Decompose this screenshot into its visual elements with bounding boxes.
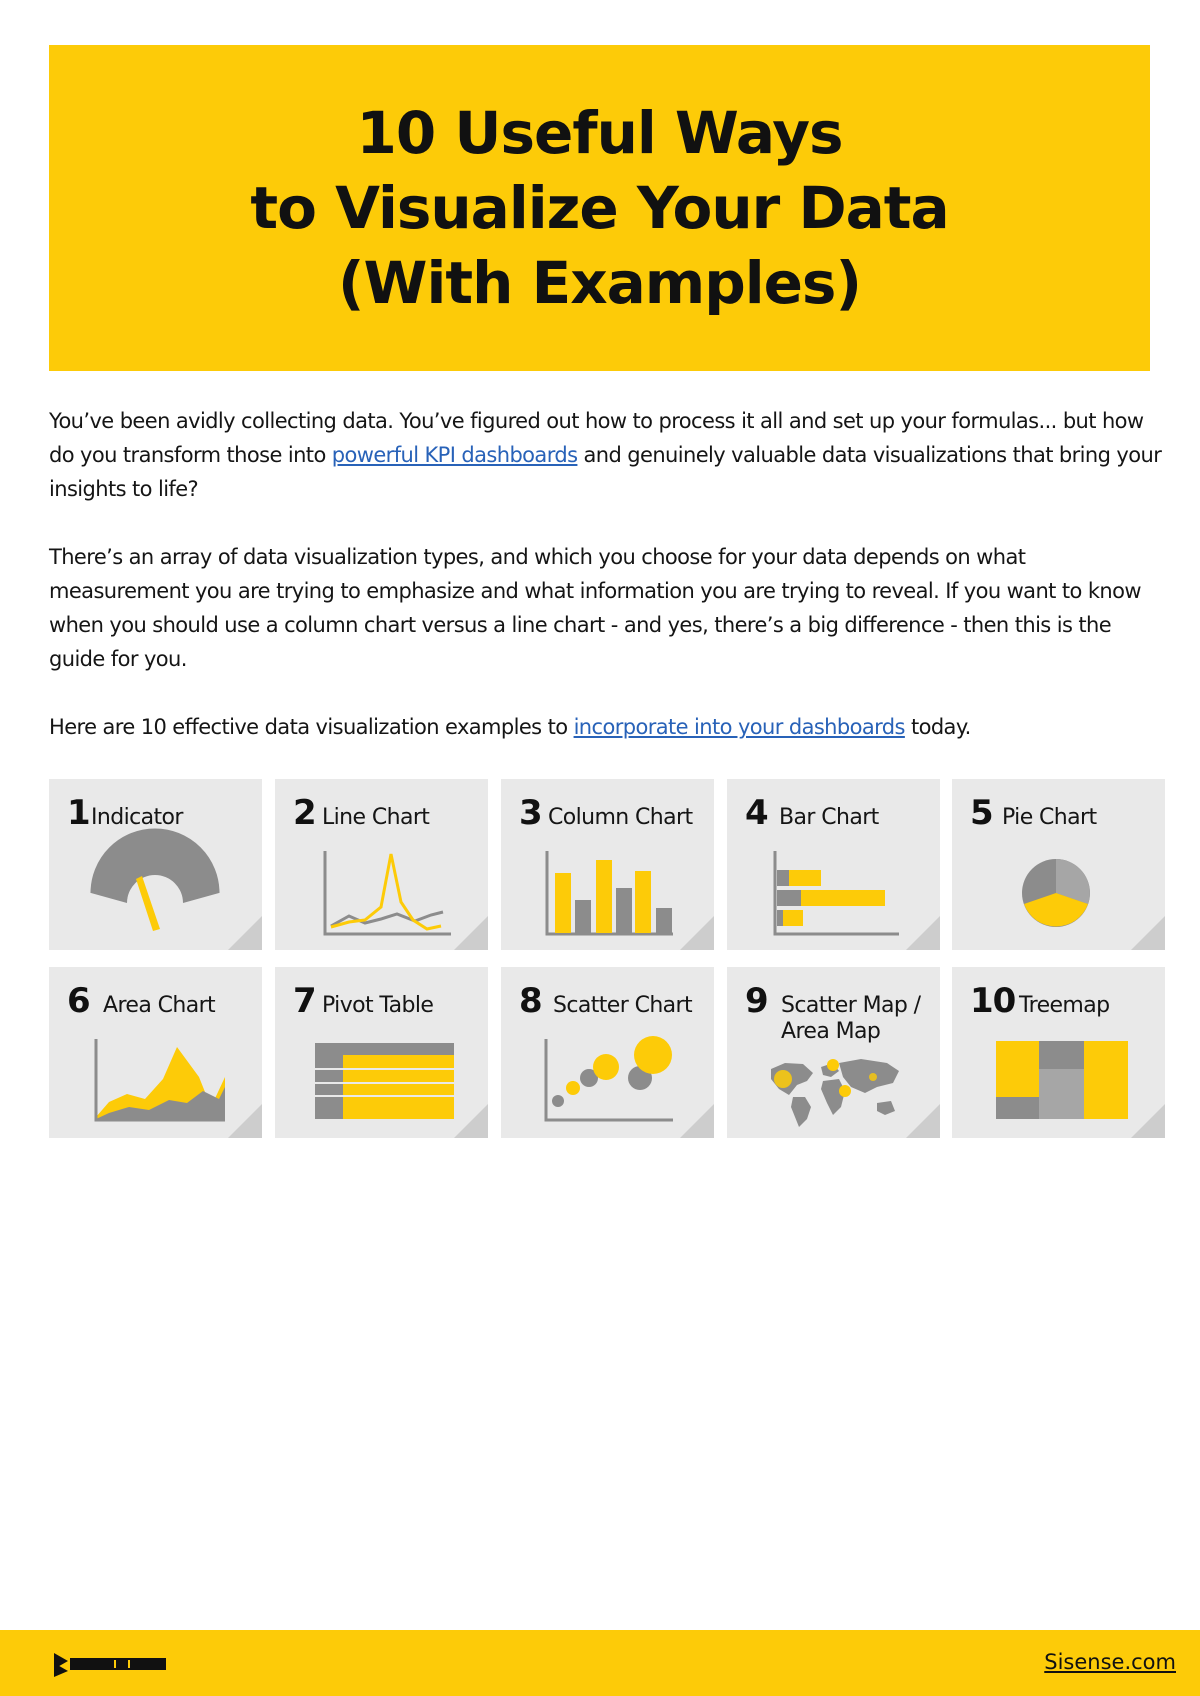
card-corner	[680, 916, 714, 950]
card-label: Indicator	[91, 805, 183, 830]
card-indicator[interactable]	[49, 779, 262, 950]
card-label: Treemap	[1019, 993, 1110, 1018]
incorporate-dashboards-link[interactable]: incorporate into your dashboards	[573, 715, 905, 739]
card-corner	[680, 1104, 714, 1138]
card-scatter-map[interactable]	[727, 967, 940, 1138]
card-number: 7	[293, 981, 316, 1021]
card-number: 1	[67, 793, 90, 833]
card-label: Pie Chart	[1002, 805, 1097, 830]
card-corner	[228, 1104, 262, 1138]
intro-p1-text-b: and genuinely valuable data visualizations that bring your insights to life?	[49, 443, 1162, 501]
sisense-link[interactable]: Sisense.com	[1044, 1650, 1176, 1674]
card-number: 6	[67, 981, 90, 1021]
card-number: 5	[970, 793, 993, 833]
sisense-logo-icon	[54, 1651, 166, 1677]
card-number: 9	[745, 981, 768, 1021]
title-line-1: 10 Useful Ways	[356, 98, 843, 167]
intro-p1-text-a: You’ve been avidly collecting data. You’ve figured out how to process it all and set up your formulas... but how do you transform those into	[49, 409, 1144, 467]
card-corner	[906, 916, 940, 950]
card-line-chart[interactable]	[275, 779, 488, 950]
card-label: Pivot Table	[322, 993, 434, 1018]
card-scatter-chart[interactable]	[501, 967, 714, 1138]
card-label: Bar Chart	[779, 805, 879, 830]
kpi-dashboards-link[interactable]: powerful KPI dashboards	[331, 443, 578, 467]
card-corner	[1131, 916, 1165, 950]
title-banner	[49, 45, 1150, 371]
visualization-grid	[49, 779, 1164, 1139]
card-number: 10	[970, 981, 1016, 1021]
card-corner	[906, 1104, 940, 1138]
title-line-3: (With Examples)	[338, 248, 861, 317]
card-corner	[228, 916, 262, 950]
intro-p3-text-b: today.	[904, 715, 971, 739]
card-pivot-table[interactable]	[275, 967, 488, 1138]
card-number: 2	[293, 793, 316, 833]
card-corner	[454, 1104, 488, 1138]
card-label-line-2: Area Map	[781, 1019, 881, 1044]
card-bar-chart[interactable]	[727, 779, 940, 950]
title-line-2: to Visualize Your Data	[250, 173, 949, 242]
card-label: Column Chart	[548, 805, 693, 830]
card-number: 8	[519, 981, 542, 1021]
card-number: 4	[745, 793, 768, 833]
card-corner	[454, 916, 488, 950]
page-title	[250, 96, 948, 321]
card-area-chart[interactable]	[49, 967, 262, 1138]
intro-paragraph-2: There’s an array of data visualization types, and which you choose for your data depends on what measurement you are trying to emphasize and what information you are trying to reveal. If you want to know when you should use a column chart versus a line chart - and yes, there’s a big difference - then this is the guide for you.	[49, 545, 1141, 671]
intro-paragraph-1	[49, 404, 1164, 506]
card-label	[781, 993, 920, 1045]
card-pie-chart[interactable]	[952, 779, 1165, 950]
card-label: Scatter Chart	[553, 993, 693, 1018]
intro-p3-text-a: Here are 10 effective data visualization examples to	[49, 715, 574, 739]
footer-bar	[0, 1630, 1200, 1696]
card-label-line-1: Scatter Map /	[781, 993, 921, 1018]
card-label: Line Chart	[322, 805, 430, 830]
card-label: Area Chart	[103, 993, 216, 1018]
intro-text	[49, 404, 1164, 778]
card-number: 3	[519, 793, 542, 833]
card-treemap[interactable]	[952, 967, 1165, 1138]
card-column-chart[interactable]	[501, 779, 714, 950]
intro-paragraph-3	[49, 710, 1164, 744]
card-corner	[1131, 1104, 1165, 1138]
